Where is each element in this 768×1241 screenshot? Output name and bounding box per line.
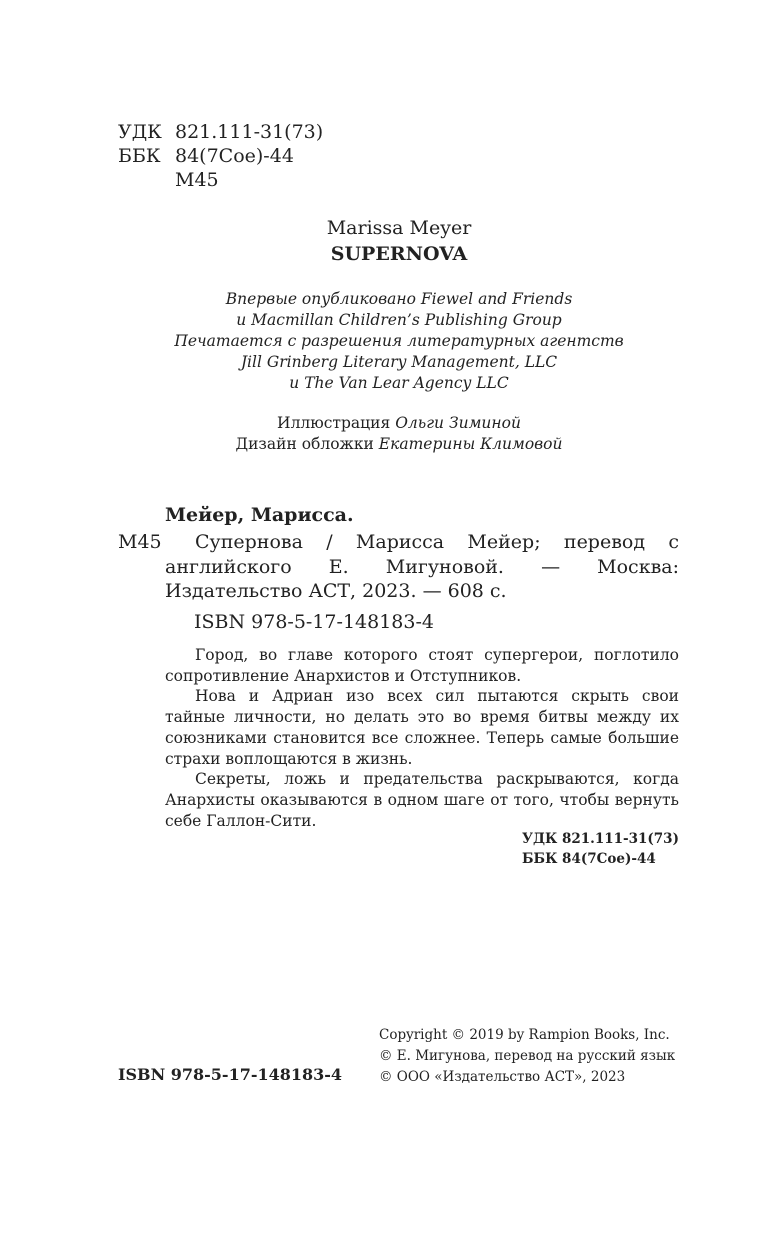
classification-block: [118, 120, 323, 192]
illustration-credit: [0, 413, 768, 434]
udk-value: 821.111-31(73): [175, 121, 324, 143]
publication-note-line: и The Van Lear Agency LLC: [289, 374, 509, 392]
udk-label: УДК: [118, 121, 162, 143]
credits: [0, 413, 768, 455]
footer-isbn: ISBN 978-5-17-148183-4: [118, 1065, 343, 1084]
annotation-udk: УДК 821.111-31(73): [522, 831, 679, 847]
cover-label: Дизайн обложки: [235, 435, 374, 453]
catalog-author-heading: Мейер, Марисса.: [165, 504, 354, 526]
udk-row: [118, 120, 323, 144]
copyright-block: [379, 1025, 675, 1088]
bbk-label: ББК: [118, 145, 161, 167]
catalog-isbn: ISBN 978-5-17-148183-4: [194, 611, 434, 633]
bbk-row: [118, 144, 323, 168]
publication-note-line: Печатается с разрешения литературных агентств: [174, 332, 624, 350]
annotation-paragraph: Секреты, ложь и предательства раскрываются, когда Анархисты оказываются в одном шаге от того, чтобы вернуть себе Галлон-Сити.: [165, 770, 679, 830]
cover-designer-name: Екатерины Климовой: [378, 435, 563, 453]
copyright-line: © Е. Мигунова, перевод на русский язык: [379, 1048, 676, 1064]
cover-credit: [0, 434, 768, 455]
publication-note-line: Jill Grinberg Literary Management, LLC: [240, 353, 558, 371]
publication-note: [0, 289, 768, 394]
annotation-codes: [522, 829, 679, 869]
publication-note-line: и Macmillan Children’s Publishing Group: [236, 311, 562, 329]
original-author: Marissa Meyer: [326, 217, 472, 239]
annotation: [165, 645, 679, 831]
annotation-bbk: ББК 84(7Сое)-44: [522, 851, 656, 867]
publication-note-line: Впервые опубликовано Fiewel and Friends: [225, 290, 573, 308]
author-sign-row: [118, 168, 323, 192]
catalog-code: М45: [118, 531, 162, 553]
illustration-label: Иллюстрация: [277, 414, 391, 432]
bbk-value: 84(7Сое)-44: [175, 145, 294, 167]
catalog-description: Супернова / Марисса Мейер; перевод с английского Е. Мигуновой. — Москва: Издательство АСТ, 2023. — 608 с.: [165, 531, 679, 602]
annotation-paragraph: Нова и Адриан изо всех сил пытаются скрыть свои тайные личности, но делать это во время битвы между их союзниками становится все сложнее. Теперь самые большие страхи воплощаются в жизнь.: [165, 687, 679, 768]
annotation-paragraph: Город, во главе которого стоят супергерои, поглотило сопротивление Анархистов и Отступников.: [165, 646, 679, 685]
author-sign: М45: [175, 169, 219, 191]
original-title: SUPERNOVA: [330, 243, 468, 265]
copyright-line: Copyright © 2019 by Rampion Books, Inc.: [379, 1027, 670, 1043]
illustrator-name: Ольги Зиминой: [395, 414, 521, 432]
copyright-line: © ООО «Издательство АСТ», 2023: [379, 1069, 626, 1085]
